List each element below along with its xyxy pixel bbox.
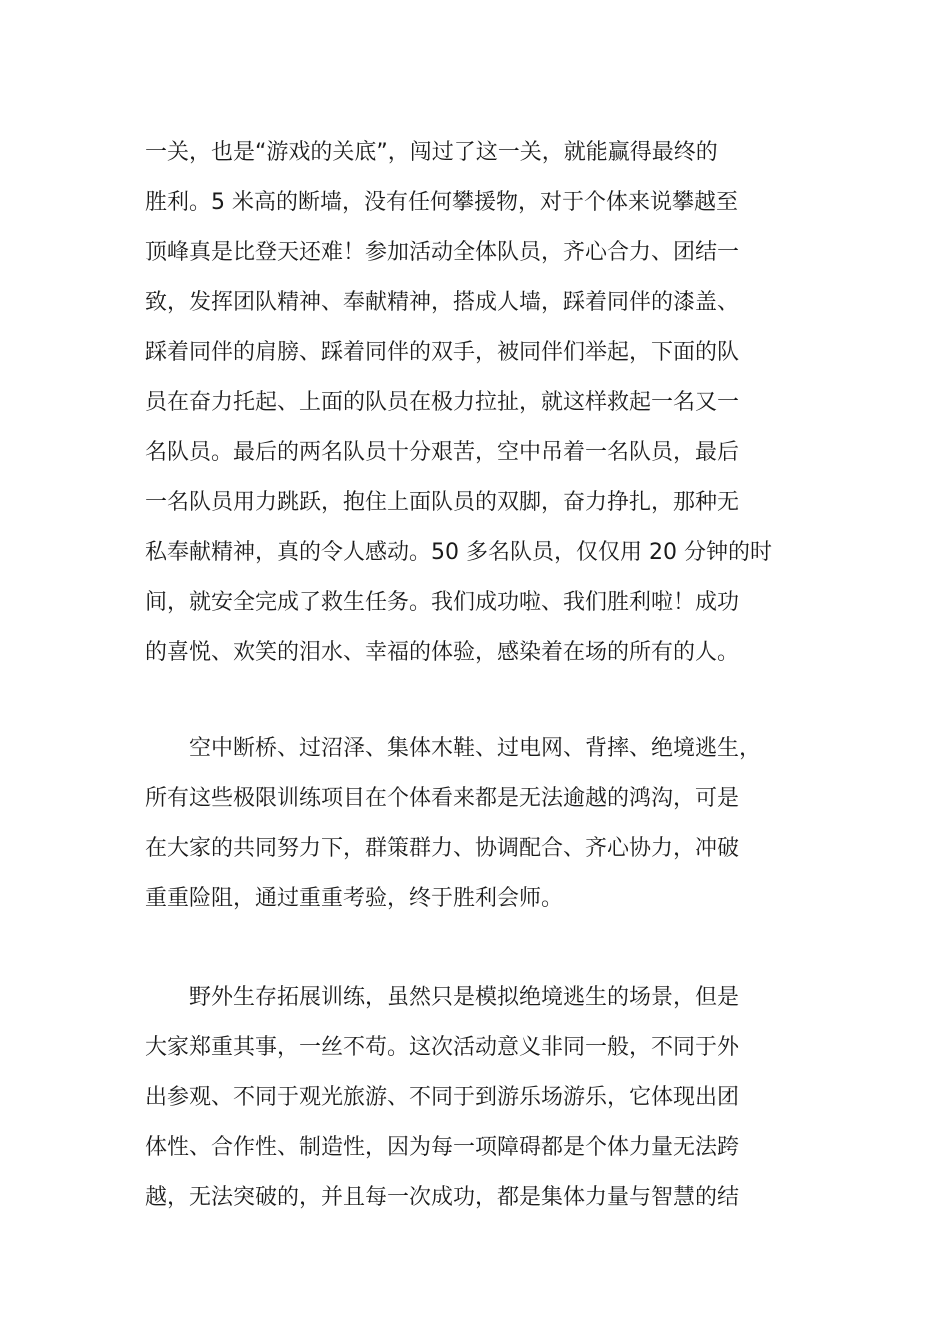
paragraph-line: 踩着同伴的肩膀、踩着同伴的双手，被同伴们举起，下面的队 <box>145 340 740 365</box>
paragraph-line: 重重险阻，通过重重考验，终于胜利会师。 <box>145 886 564 911</box>
paragraph-line: 大家郑重其事，一丝不苟。这次活动意义非同一般，不同于外 <box>145 1035 740 1060</box>
paragraph-line: 私奉献精神，真的令人感动。50 多名队员，仅仅用 20 分钟的时 <box>145 540 772 565</box>
paragraph-line: 的喜悦、欢笑的泪水、幸福的体验，感染着在场的所有的人。 <box>145 640 740 665</box>
paragraph-line: 在大家的共同努力下，群策群力、协调配合、齐心协力，冲破 <box>145 836 740 861</box>
paragraph-line: 名队员。最后的两名队员十分艰苦，空中吊着一名队员，最后 <box>145 440 740 465</box>
paragraph-line: 一关，也是“游戏的关底”，闯过了这一关，就能赢得最终的 <box>145 140 718 165</box>
paragraph-line: 体性、合作性、制造性，因为每一项障碍都是个体力量无法跨 <box>145 1135 740 1160</box>
paragraph-line: 一名队员用力跳跃，抱住上面队员的双脚，奋力挣扎，那种无 <box>145 490 740 515</box>
paragraph-line: 胜利。5 米高的断墙，没有任何攀援物，对于个体来说攀越至 <box>145 190 738 215</box>
paragraph-line: 野外生存拓展训练，虽然只是模拟绝境逃生的场景，但是 <box>145 985 740 1010</box>
paragraph-3 <box>145 973 825 1223</box>
paragraph-line: 所有这些极限训练项目在个体看来都是无法逾越的鸿沟，可是 <box>145 786 740 811</box>
paragraph-line: 间，就安全完成了救生任务。我们成功啦、我们胜利啦！成功 <box>145 590 740 615</box>
paragraph-line: 出参观、不同于观光旅游、不同于到游乐场游乐，它体现出团 <box>145 1085 740 1110</box>
paragraph-1 <box>145 128 825 678</box>
paragraph-line: 越，无法突破的，并且每一次成功，都是集体力量与智慧的结 <box>145 1185 740 1210</box>
paragraph-line: 员在奋力托起、上面的队员在极力拉扯，就这样救起一名又一 <box>145 390 740 415</box>
paragraph-2 <box>145 724 825 924</box>
paragraph-line: 致，发挥团队精神、奉献精神，搭成人墙，踩着同伴的漆盖、 <box>145 290 740 315</box>
paragraph-line: 顶峰真是比登天还难！参加活动全体队员，齐心合力、团结一 <box>145 240 740 265</box>
paragraph-line: 空中断桥、过沼泽、集体木鞋、过电网、背摔、绝境逃生， <box>145 736 762 761</box>
